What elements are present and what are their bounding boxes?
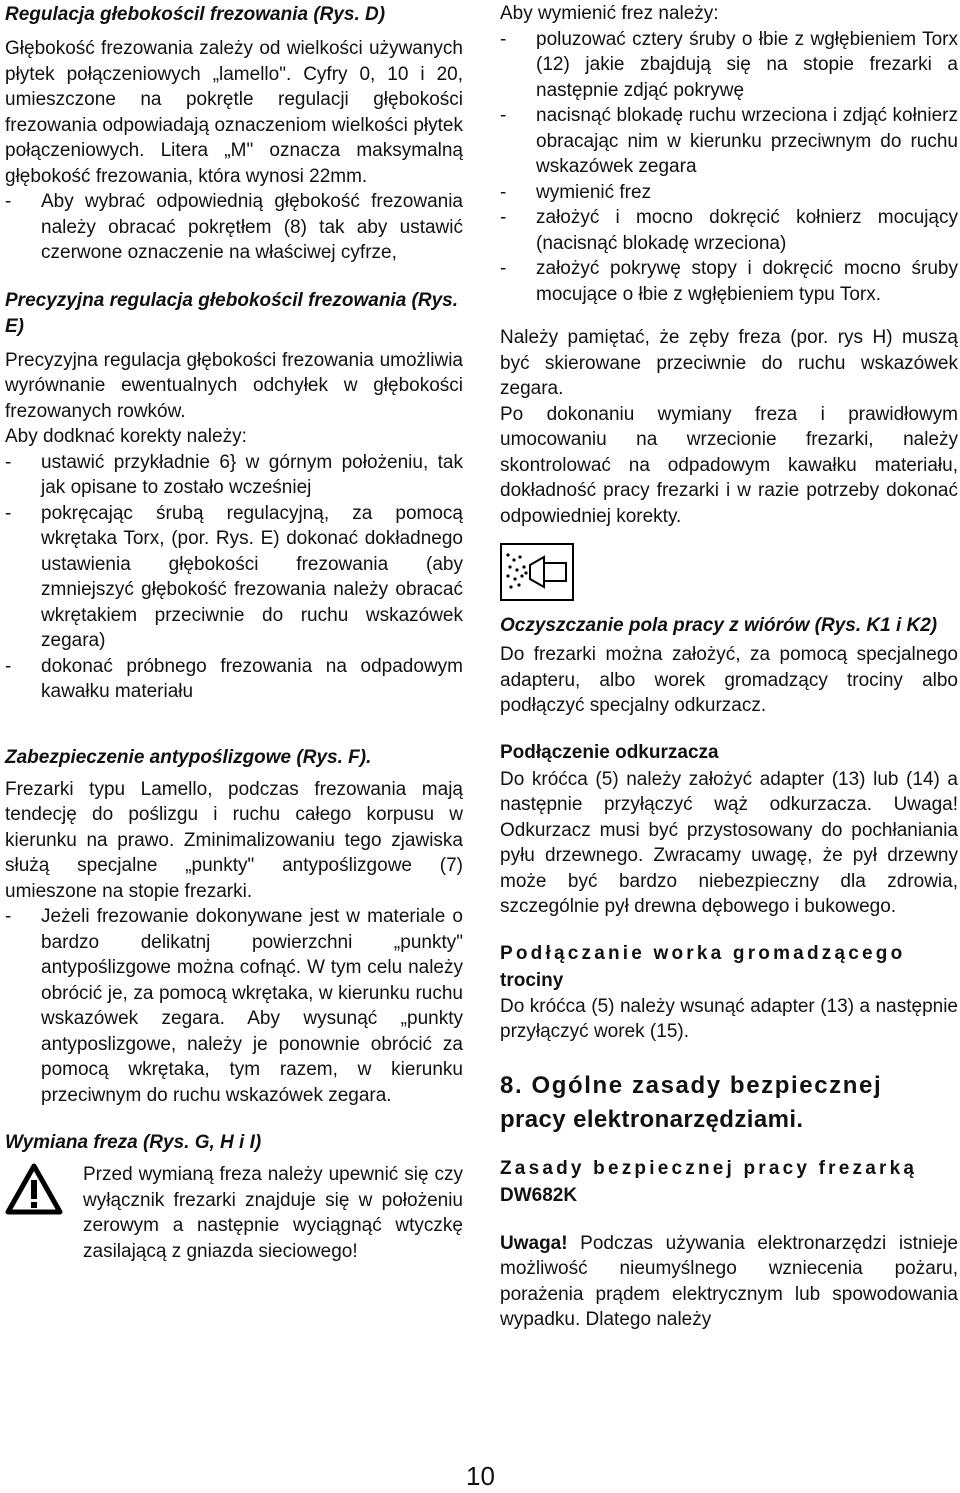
list-item: - ustawić przykładnie 6} w górnym położeniu, tak jak opisane to zostało wcześniej bbox=[5, 450, 463, 501]
list-item: - pokręcając śrubą regulacyjną, za pomocą wkrętaka Torx, (por. Rys. E) dokonać dokładnego ustawienia głębokości frezowania (aby zmniejszyć głębokość frezowania należy obracać wkrętakiem przeciwnie do ruchu wskazówek zegara) bbox=[5, 501, 463, 654]
section-heading-cutter-change: Wymiana freza (Rys. G, H i I) bbox=[5, 1132, 262, 1153]
cutter-change-intro: Aby wymienić frez należy: bbox=[500, 3, 719, 24]
warning-label: Uwaga! bbox=[500, 1232, 568, 1254]
list-item: - nacisnąć blokadę ruchu wrzeciona i zdjąć kołnierz obracając nim w kierunku przeciwnym do ruchu wskazówek zegara bbox=[500, 103, 958, 180]
left-column bbox=[5, 0, 463, 1264]
precise-depth-paragraph: Precyzyjna regulacja głębokości frezowania umożliwia wyrównanie ewentualnych odchyłek w głębokości frezowanych rowków. bbox=[5, 349, 463, 422]
section-heading-dust-bag-line2: trociny bbox=[500, 969, 564, 991]
precise-depth-intro: Aby dodknać korekty należy: bbox=[5, 426, 247, 447]
list-item: - założyć pokrywę stopy i dokręcić mocno śruby mocujące o łbie z wgłębieniem typu Torx. bbox=[500, 256, 958, 307]
page-number: 10 bbox=[466, 1461, 495, 1491]
teeth-direction-paragraph: Należy pamiętać, że zęby freza (por. rys H) muszą być skierowane przeciwnie do ruchu wskazówek zegara. bbox=[500, 327, 958, 399]
list-item: - Aby wybrać odpowiednią głębokość frezowania należy obracać pokrętłem (8) tak aby ustawić czerwone oznaczenie na właściwej cyfrze, bbox=[5, 189, 463, 266]
list-item-text: ustawić przykładnie 6} w górnym położeniu, tak jak opisane to zostało wcześniej bbox=[41, 451, 463, 498]
chapter-heading-safety-line2: pracy elektronarzędziami. bbox=[500, 1105, 804, 1133]
section-heading-anti-slip: Zabezpieczenie antypoślizgowe (Rys. F). bbox=[5, 746, 372, 768]
section-heading-depth: Regulacja głebokościl frezowania (Rys. D) bbox=[5, 4, 386, 25]
section-heading-chip-clearing: Oczyszczanie pola pracy z wiórów (Rys. K1 i K2) bbox=[500, 615, 938, 636]
warning-text: Przed wymianą freza należy upewnić się czy wyłącznik frezarki znajduje się w położeniu zerowym a następnie wyciągnąć wtyczkę zasilającą z gniazda sieciowego! bbox=[83, 1164, 463, 1262]
list-item-text: pokręcając śrubą regulacyjną, za pomocą wkrętaka Torx, (por. Rys. E) dokonać dokładnego ustawienia głębokości frezowania (aby zmniejszyć głębokość frezowania należy obracać wkrętakiem przeciwnie do ruchu wskazówek zegara) bbox=[41, 502, 463, 651]
list-item: - dokonać próbnego frezowania na odpadowym kawałku materiału bbox=[5, 654, 463, 705]
list-item: - Jeżeli frezowanie dokonywane jest w materiale o bardzo delikatnj powierzchni „punkty" antypoślizgowe można cofnąć. W tym celu należy obrócić je, za pomocą wkrętaka, w kierunku ruchu wskazówek zegara. Aby wysunąć „punkty antyposlizgowe, należy je ponownie obrócić za pomocą wkrętaka, tym razem, w kierunku przeciwnym do ruchu wskazówek zegara. bbox=[5, 904, 463, 1108]
list-item: - założyć i mocno dokręcić kołnierz mocujący (nacisnąć blokadę wrzeciona) bbox=[500, 205, 958, 256]
chip-clearing-paragraph: Do frezarki można założyć, za pomocą specjalnego adapteru, albo worek gromadzący trociny albo podłączyć specjalny odkurzacz. bbox=[500, 644, 958, 716]
chapter-heading-safety: 8. Ogólne zasady bezpiecznej bbox=[500, 1071, 883, 1099]
warning-paragraph bbox=[500, 1231, 958, 1333]
section-heading-dust-bag: Podłączanie worka gromadzącego bbox=[500, 942, 906, 964]
right-column bbox=[500, 0, 958, 1333]
dust-extraction-icon bbox=[500, 543, 574, 601]
list-item-text: założyć pokrywę stopy i dokręcić mocno śruby mocujące o łbie z wgłębieniem typu Torx. bbox=[536, 258, 958, 305]
section-heading-vacuum: Podłączenie odkurzacza bbox=[500, 741, 719, 763]
warning-paragraph-text: Podczas używania elektronarzędzi istnieje możliwość nieumyślnego wzniecenia pożaru, porażenia prądem elektrycznym lub spowodowania wypadku. Dlatego należy bbox=[500, 1232, 958, 1330]
list-item-text: wymienić frez bbox=[536, 181, 652, 203]
list-item-text: Jeżeli frezowanie dokonywane jest w materiale o bardzo delikatnj powierzchni „punkty" antypoślizgowe można cofnąć. W tym celu należy obrócić je, za pomocą wkrętaka, w kierunku ruchu wskazówek zegara. Aby wysunąć „punkty antyposlizgowe, należy je ponownie obrócić za pomocą wkrętaka, tym razem, w kierunku przeciwnym do ruchu wskazówek zegara. bbox=[41, 906, 463, 1106]
warning-triangle-icon bbox=[5, 1162, 83, 1264]
list-item-text: poluzować cztery śruby o łbie z wgłębieniem Torx (12) jakie zbajdują się na stopie frezarki a następnie zdjąć pokrywę bbox=[536, 28, 958, 101]
section-heading-model: DW682K bbox=[500, 1184, 578, 1206]
list-item: - wymienić frez bbox=[500, 180, 958, 206]
anti-slip-paragraph: Frezarki typu Lamello, podczas frezowania mają tendecję do poślizgu i ruchu całego korpusu w kierunku na prawo. Zminimalizowaniu tego zjawiska służą specjalne „punkty" antypoślizgowe (7) umieszone na stopie frezarki. bbox=[5, 778, 463, 902]
section-heading-precise-depth: Precyzyjna regulacja głebokościl frezowania (Rys. E) bbox=[5, 289, 459, 337]
depth-paragraph: Głębokość frezowania zależy od wielkości używanych płytek połączeniowych „lamello". Cyfry 0, 10 i 20, umieszczone na pokrętle regulacji głębokości frezowania odpowiadają oznaczeniom wielkości płytek połączeniowych. Litera „M" oznacza maksymalną głębokość frezowania, która wynosi 22mm. bbox=[5, 38, 463, 187]
list-item: - poluzować cztery śruby o łbie z wgłębieniem Torx (12) jakie zbajdują się na stopie frezarki a następnie zdjąć pokrywę bbox=[500, 27, 958, 104]
list-item-text: dokonać próbnego frezowania na odpadowym kawałku materiału bbox=[41, 655, 463, 702]
warning-block bbox=[5, 1162, 463, 1264]
list-item-text: założyć i mocno dokręcić kołnierz mocujący (nacisnąć blokadę wrzeciona) bbox=[536, 207, 958, 254]
list-item-text: nacisnąć blokadę ruchu wrzeciona i zdjąć kołnierz obracając nim w kierunku przeciwnym do ruchu wskazówek zegara bbox=[536, 105, 958, 177]
section-heading-router-safety: Zasady bezpiecznej pracy frezarką bbox=[500, 1157, 918, 1179]
vacuum-paragraph: Do króćca (5) należy założyć adapter (13) lub (14) a następnie przyłączyć wąż odkurzacza. Uwaga! Odkurzacz musi być przystosowany do pochłaniania pyłu drzewnego. Zwracamy uwagę, że pył drzewny może być bardzo niebezpieczny dla zdrowia, szczególnie pył drewna dębowego i bukowego. bbox=[500, 768, 958, 917]
list-item-text: Aby wybrać odpowiednią głębokość frezowania należy obracać pokrętłem (8) tak aby ustawić czerwone oznaczenie na właściwej cyfrze, bbox=[41, 191, 463, 263]
after-change-paragraph: Po dokonaniu wymiany freza i prawidłowym umocowaniu na wrzecionie frezarki, należy skontrolować na odpadowym kawałku materiału, dokładność pracy frezarki i w razie potrzeby dokonać odpowiedniej korekty. bbox=[500, 403, 958, 527]
dust-bag-paragraph: Do króćca (5) należy wsunąć adapter (13) a następnie przyłączyć worek (15). bbox=[500, 995, 958, 1042]
